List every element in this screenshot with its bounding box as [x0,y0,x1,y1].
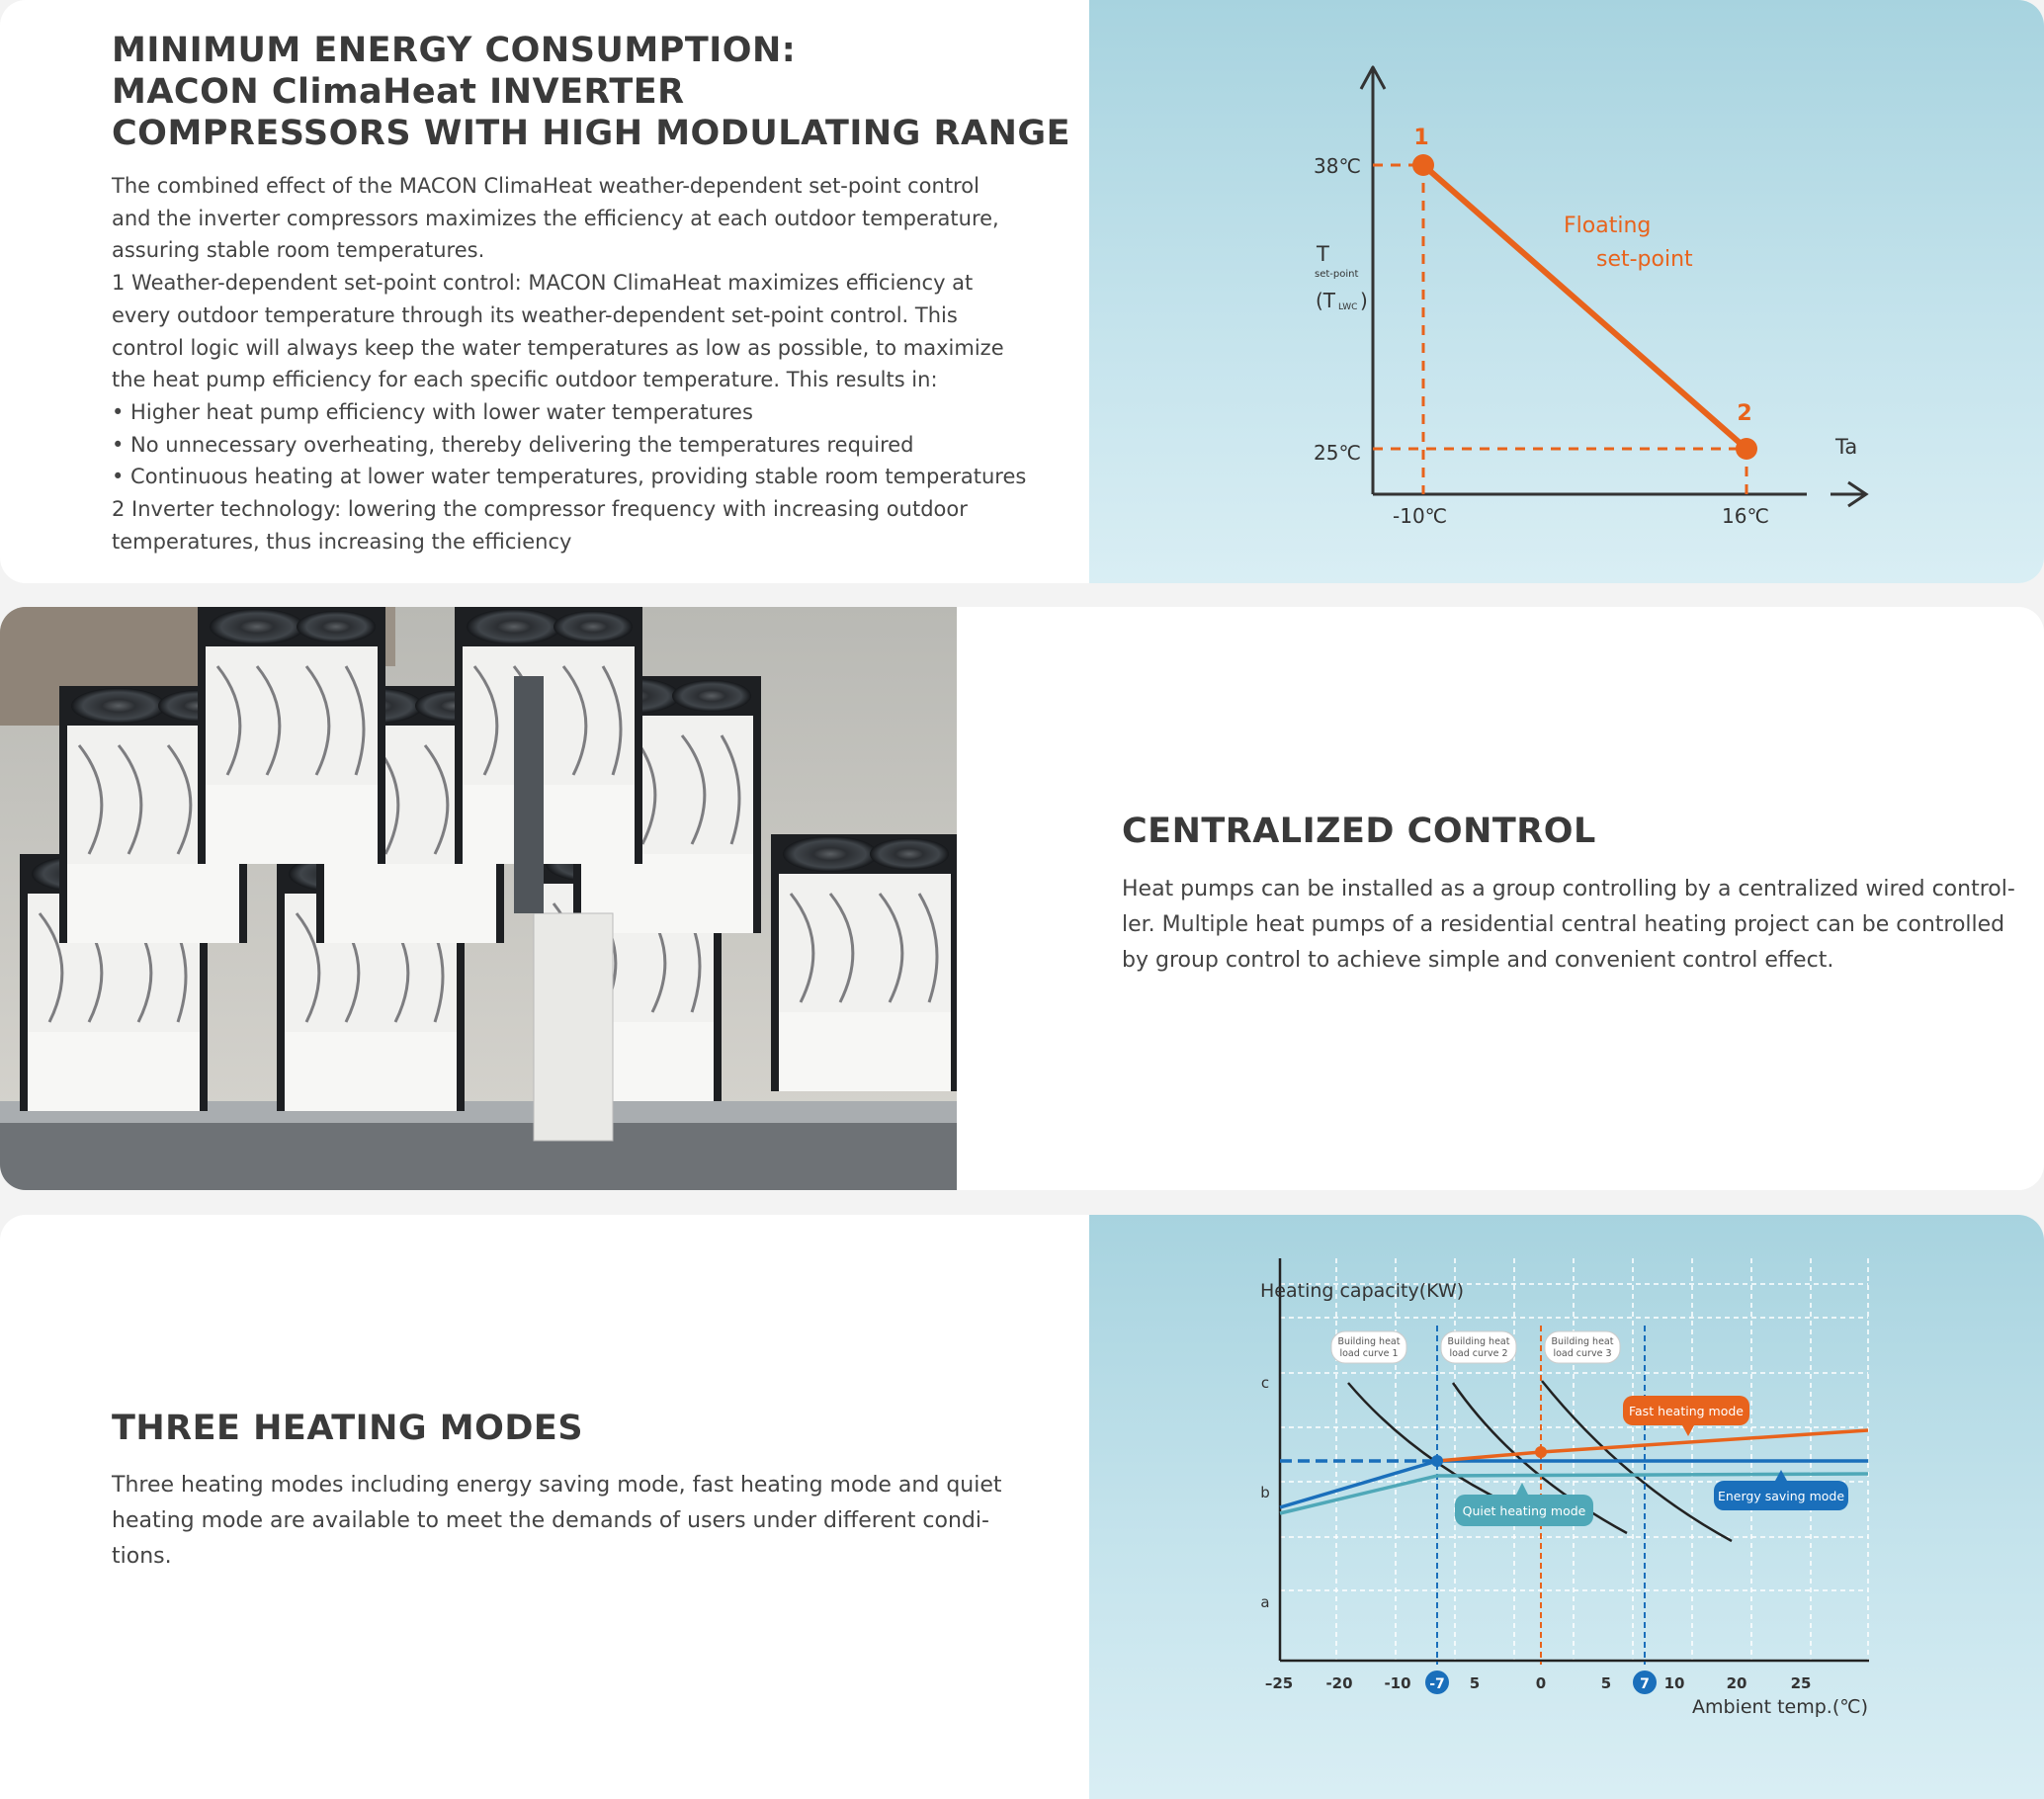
heating-capacity-chart [1089,1215,2044,1799]
energy-title-line-2: MACON ClimaHeat INVERTER [112,72,685,112]
setpoint-point-1 [1412,154,1434,176]
energy-section-body [112,170,1026,557]
heating-capacity-chart-panel [1089,1215,2044,1799]
y-axis-label-T: T [1317,242,1329,266]
y-tick-38: 38℃ [1314,154,1361,178]
energy-body-line: every outdoor temperature through its weather-dependent set-point control. This [112,302,958,327]
tag-load-curve-3 [1545,1331,1620,1363]
setpoint-chart-panel [1089,0,2044,583]
energy-body-line: temperatures, thus increasing the efficiency [112,529,572,554]
tag-fast-heating [1623,1396,1749,1436]
floating-setpoint-line [1423,165,1746,449]
energy-body-line: the heat pump efficiency for each specific outdoor temperature. This results in: [112,368,938,392]
x-tick-label-7: 7 [1640,1676,1650,1692]
energy-body-line: 2 Inverter technology: lowering the compressor frequency with increasing outdoor [112,497,968,522]
x-tick-label: –25 [1264,1674,1294,1692]
tag-load-curve-1-line1: Building heat [1337,1336,1401,1347]
centralized-control-card [0,607,2044,1190]
y-tick-b: b [1260,1484,1270,1501]
centralized-body-line: by group control to achieve simple and convenient control effect. [1122,948,1834,973]
heating-modes-title: THREE HEATING MODES [112,1409,584,1448]
x-tick-label: 10 [1663,1674,1685,1692]
x-tick-label: 5 [1469,1674,1481,1692]
tag-quiet-heating [1455,1483,1593,1526]
x-tick-label: -20 [1325,1674,1353,1692]
x-tick-label: 25 [1790,1674,1812,1692]
x-tick-label: 5 [1600,1674,1612,1692]
energy-body-line: control logic will always keep the water temperatures as low as possible, to maximize [112,335,1004,360]
heating-modes-card [0,1215,2044,1799]
tag-fast-heating-label: Fast heating mode [1628,1404,1745,1418]
floating-label-1: Floating [1564,214,1652,238]
tag-energy-saving-label: Energy saving mode [1717,1489,1845,1503]
x-axis-label: Ta [1835,435,1858,459]
y-axis-label-paren-close: ) [1360,289,1368,312]
tag-load-curve-1-line2: load curve 1 [1339,1348,1399,1359]
setpoint-chart [1089,0,2044,583]
x-tick-label: 0 [1535,1674,1547,1692]
x-tick-minus10: -10℃ [1393,504,1448,528]
y-tick-25: 25℃ [1314,441,1361,465]
y-tick-c: c [1260,1374,1270,1392]
x-tick-16: 16℃ [1722,504,1769,528]
capacity-y-axis-title: Heating capacity(KW) [1260,1280,1465,1302]
crossing-point-minus7 [1431,1455,1443,1467]
setpoint-axes [1361,67,1866,506]
heating-body-line: tions. [112,1544,172,1569]
y-tick-a: a [1260,1593,1270,1611]
x-tick-label: 20 [1726,1674,1747,1692]
tag-load-curve-3-line1: Building heat [1551,1336,1614,1347]
heating-modes-body [112,1468,1002,1575]
tag-quiet-heating-label: Quiet heating mode [1462,1503,1586,1518]
tag-load-curve-2-line2: load curve 2 [1449,1348,1508,1359]
y-axis-label-paren-open: (T [1316,289,1336,312]
heating-body-line: Three heating modes including energy saving mode, fast heating mode and quiet [112,1473,1002,1498]
floating-label-2: set-point [1596,247,1693,272]
y-axis-label-sub: set-point [1315,269,1359,280]
setpoint-point-2 [1736,438,1757,460]
energy-body-line: 1 Weather-dependent set-point control: MACON ClimaHeat maximizes efficiency at [112,271,974,296]
energy-body-bullet: • No unnecessary overheating, thereby delivering the temperatures required [112,432,914,457]
energy-body-bullet: • Higher heat pump efficiency with lower water temperatures [112,399,753,424]
y-axis-label-paren-sub: LWC [1338,302,1358,312]
centralized-body-line: ler. Multiple heat pumps of a residential central heating project can be controlled [1122,912,2005,937]
fast-heating-mode-line [1437,1430,1868,1461]
x-tick-label-minus7: -7 [1429,1676,1445,1692]
energy-section-title [112,30,1070,154]
energy-title-line-3: COMPRESSORS WITH HIGH MODULATING RANGE [112,114,1071,153]
energy-body-line: assuring stable room temperatures. [112,238,485,263]
heating-body-line: heating mode are available to meet the demands of users under different condi- [112,1508,989,1533]
crossing-point-0 [1535,1446,1547,1458]
energy-title-line-1: MINIMUM ENERGY CONSUMPTION: [112,31,797,70]
centralized-body-line: Heat pumps can be installed as a group controlling by a centralized wired control- [1122,877,2015,901]
tag-load-curve-3-line2: load curve 3 [1553,1348,1612,1359]
tag-load-curve-2-line1: Building heat [1447,1336,1510,1347]
energy-body-bullet: • Continuous heating at lower water temperatures, providing stable room temperatures [112,465,1027,489]
energy-body-line: and the inverter compressors maximizes the efficiency at each outdoor temperature, [112,206,999,230]
energy-consumption-card [0,0,2044,583]
capacity-x-axis-title: Ambient temp.(℃) [1692,1696,1868,1718]
energy-body-line: The combined effect of the MACON ClimaHeat weather-dependent set-point control [112,174,979,198]
heat-pump-array-photo [0,607,957,1190]
heat-pump-photo-illustration [0,607,957,1190]
point-2-label: 2 [1737,401,1752,426]
centralized-control-title: CENTRALIZED CONTROL [1122,812,1596,851]
tag-load-curve-2 [1441,1331,1516,1363]
centralized-control-body [1122,872,2015,979]
x-tick-label: -10 [1384,1674,1411,1692]
chart-grid [1280,1258,1868,1660]
setpoint-guides [1373,165,1746,494]
tag-load-curve-1 [1331,1331,1406,1363]
point-1-label: 1 [1413,126,1429,150]
